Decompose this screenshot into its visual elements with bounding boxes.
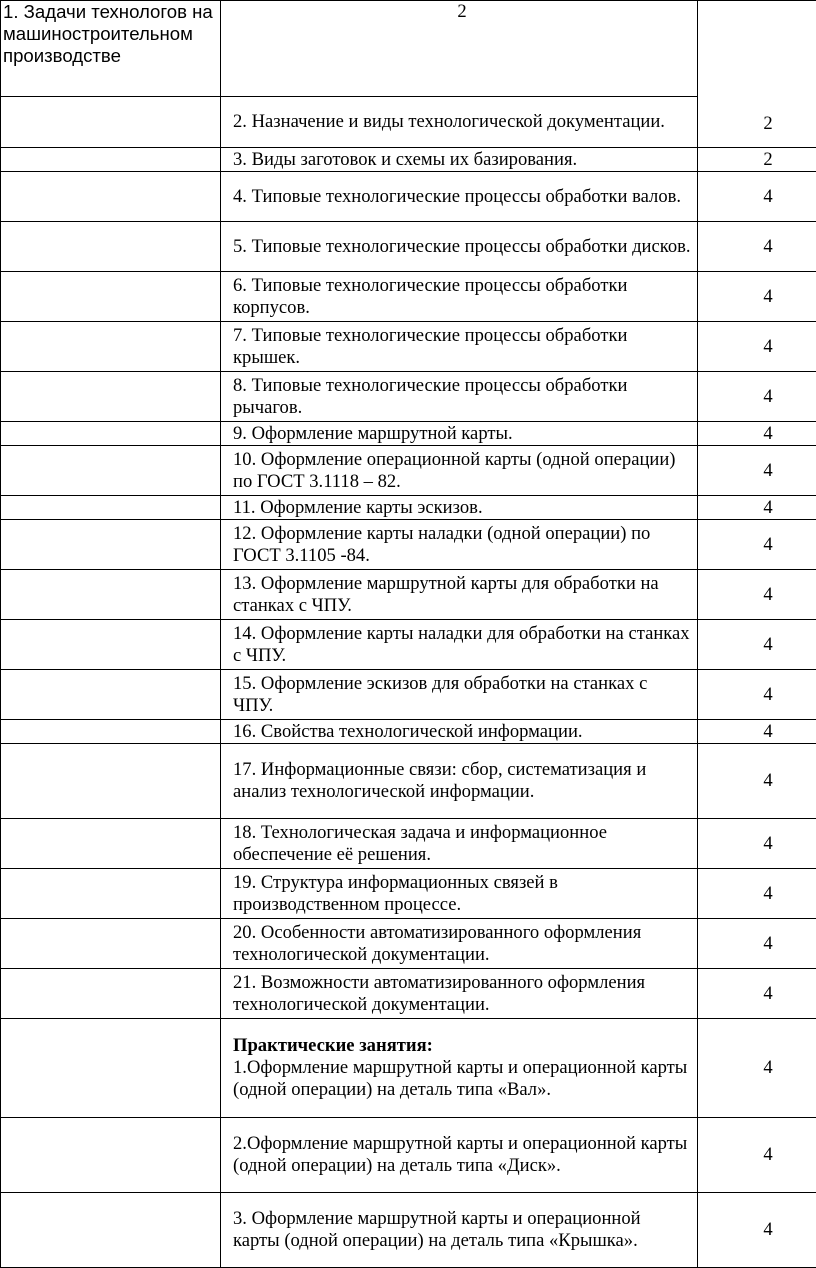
topic-text: 2. Назначение и виды технологической документации.	[233, 111, 665, 132]
empty-cell	[1, 819, 221, 869]
topic-text: 19. Структура информационных связей в производственном процессе.	[233, 872, 558, 915]
topic-row	[1, 222, 816, 272]
empty-cell	[1, 222, 221, 272]
topic-row	[1, 919, 816, 969]
section-hours: 2	[233, 1, 691, 23]
hours-value: 4	[698, 496, 816, 520]
topic-text: 10. Оформление операционной карты (одной операции) по ГОСТ 3.1118 – 82.	[233, 449, 676, 492]
hours-value: 4	[698, 670, 816, 720]
topic-text: 13. Оформление маршрутной карты для обработки на станках с ЧПУ.	[233, 573, 659, 616]
empty-cell	[1, 172, 221, 222]
hours-value: 4	[698, 1019, 816, 1118]
empty-cell	[1, 520, 221, 570]
topic-row	[1, 819, 816, 869]
empty-cell	[1, 322, 221, 372]
topic-text: 16. Свойства технологической информации.	[233, 721, 583, 742]
topic-cell	[221, 869, 698, 919]
practical-row	[1, 1118, 816, 1193]
topic-row	[1, 620, 816, 670]
topic-row	[1, 570, 816, 620]
topic-cell	[221, 148, 698, 172]
topic-cell	[221, 97, 698, 148]
topic-text: 17. Информационные связи: сбор, систематизация и анализ технологической информации.	[233, 759, 646, 802]
section-title: 1. Задачи технологов на машиностроительном производстве	[1, 1, 221, 97]
topic-cell	[221, 570, 698, 620]
topic-cell	[221, 172, 698, 222]
topic-text: 3. Виды заготовок и схемы их базирования.	[233, 149, 577, 170]
empty-cell	[1, 969, 221, 1019]
topic-text: 14. Оформление карты наладки для обработки на станках с ЧПУ.	[233, 623, 690, 666]
hours-value: 2	[698, 148, 816, 172]
empty-cell	[1, 720, 221, 744]
topic-cell	[221, 720, 698, 744]
topic-text: 3. Оформление маршрутной карты и операционной карты (одной операции) на деталь типа «Крышка».	[233, 1208, 641, 1251]
topic-text: 4. Типовые технологические процессы обработки валов.	[233, 186, 681, 207]
empty-cell	[1, 272, 221, 322]
topic-cell	[221, 322, 698, 372]
hours-value: 4	[698, 620, 816, 670]
hours-value: 4	[698, 272, 816, 322]
topic-text: 2.Оформление маршрутной карты и операционной карты (одной операции) на деталь типа «Диск».	[233, 1133, 687, 1176]
practical-row	[1, 1193, 816, 1268]
topic-text: 21. Возможности автоматизированного оформления технологической документации.	[233, 972, 645, 1015]
topic-text: 7. Типовые технологические процессы обработки крышек.	[233, 325, 627, 368]
hours-value: 4	[698, 744, 816, 819]
topic-text: 15. Оформление эскизов для обработки на станках с ЧПУ.	[233, 673, 647, 716]
topic-row	[1, 720, 816, 744]
topic-row	[1, 969, 816, 1019]
hours-value: 4	[698, 570, 816, 620]
empty-cell	[1, 372, 221, 422]
topic-row	[1, 446, 816, 496]
topic-text: 11. Оформление карты эскизов.	[233, 497, 483, 518]
topic-row	[1, 372, 816, 422]
topic-text: 18. Технологическая задача и информационное обеспечение её решения.	[233, 822, 607, 865]
hours-value: 4	[698, 1118, 816, 1193]
topic-row	[1, 272, 816, 322]
topic-cell	[221, 744, 698, 819]
topic-cell	[221, 446, 698, 496]
practical-heading: Практические занятия:	[233, 1035, 691, 1057]
empty-cell	[1, 744, 221, 819]
topic-row	[1, 422, 816, 446]
empty-cell	[1, 570, 221, 620]
topic-cell	[221, 372, 698, 422]
empty-cell	[1, 919, 221, 969]
hours-value: 4	[698, 520, 816, 570]
empty-cell	[1, 97, 221, 148]
hours-value: 4	[698, 422, 816, 446]
empty-cell	[1, 1193, 221, 1268]
hours-value: 4	[698, 819, 816, 869]
curriculum-table-body	[1, 1, 816, 1268]
topic-cell	[221, 496, 698, 520]
empty-cell	[1, 148, 221, 172]
topic-row	[1, 744, 816, 819]
topic-cell	[221, 272, 698, 322]
topic-row	[1, 496, 816, 520]
topic-row	[1, 172, 816, 222]
hours-value: 4	[698, 969, 816, 1019]
topic-cell	[221, 1193, 698, 1268]
topic-text: 1.Оформление маршрутной карты и операционной карты (одной операции) на деталь типа «Вал».	[233, 1057, 687, 1100]
topic-row	[1, 148, 816, 172]
topic-text: 12. Оформление карты наладки (одной операции) по ГОСТ 3.1105 -84.	[233, 523, 650, 566]
topic-cell	[221, 620, 698, 670]
hours-value: 4	[698, 1193, 816, 1268]
hours-value: 4	[698, 372, 816, 422]
section-row	[1, 1, 816, 97]
topic-cell	[221, 819, 698, 869]
topic-row	[1, 869, 816, 919]
empty-cell	[1, 670, 221, 720]
empty-cell	[1, 620, 221, 670]
topic-text: 6. Типовые технологические процессы обработки корпусов.	[233, 275, 627, 318]
hours-value: 4	[698, 172, 816, 222]
topic-row	[1, 97, 816, 148]
hours-value: 4	[698, 869, 816, 919]
topic-text: 9. Оформление маршрутной карты.	[233, 423, 513, 444]
empty-cell	[1, 496, 221, 520]
topic-cell	[221, 969, 698, 1019]
topic-cell	[221, 422, 698, 446]
hours-value: 4	[698, 322, 816, 372]
hours-value: 4	[698, 446, 816, 496]
empty-cell	[1, 869, 221, 919]
hours-value: 4	[698, 222, 816, 272]
empty-cell	[1, 1019, 221, 1118]
topic-text: 5. Типовые технологические процессы обработки дисков.	[233, 236, 691, 257]
empty-cell	[1, 1118, 221, 1193]
topic-cell	[221, 222, 698, 272]
topic-row	[1, 670, 816, 720]
topic-row	[1, 520, 816, 570]
topic-cell	[221, 670, 698, 720]
topic-text: 8. Типовые технологические процессы обработки рычагов.	[233, 375, 627, 418]
topic-text: 20. Особенности автоматизированного оформления технологической документации.	[233, 922, 641, 965]
section-hours-cell	[221, 1, 698, 97]
topic-cell	[221, 1118, 698, 1193]
hours-value: 2	[698, 1, 816, 148]
topic-cell	[221, 1019, 698, 1118]
hours-value: 4	[698, 720, 816, 744]
topic-cell	[221, 919, 698, 969]
empty-cell	[1, 446, 221, 496]
practical-row	[1, 1019, 816, 1118]
topic-cell	[221, 520, 698, 570]
hours-value: 4	[698, 919, 816, 969]
empty-cell	[1, 422, 221, 446]
topic-row	[1, 322, 816, 372]
